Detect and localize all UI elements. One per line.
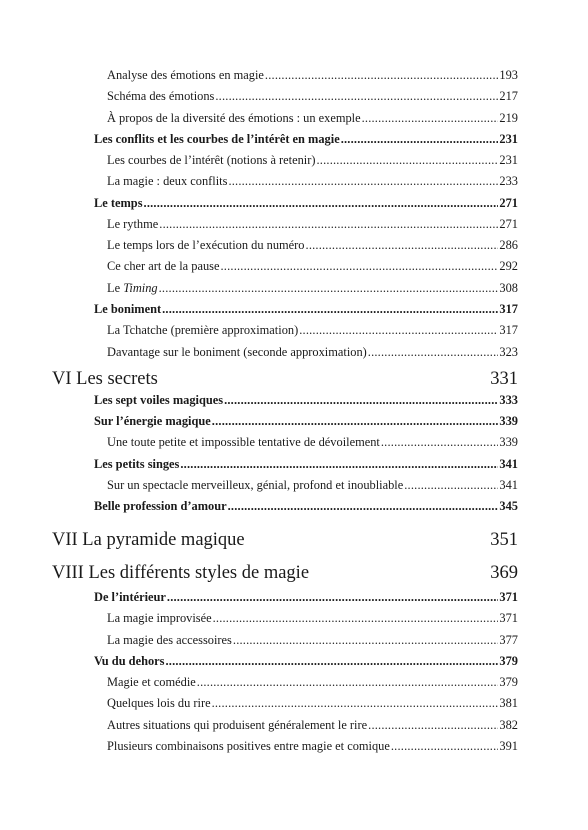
entry-title-text: Quelques lois du rire: [107, 696, 211, 711]
toc-subsection: [52, 211, 518, 232]
entry-page-number: 193: [499, 68, 518, 82]
toc-chapter: [52, 562, 518, 584]
entry-page-number: 341: [499, 477, 518, 492]
toc-section: [52, 493, 518, 514]
entry-title-text: Magie et comédie: [107, 675, 196, 690]
toc-subsection: [52, 472, 518, 493]
entry-title-text: De l’intérieur: [94, 590, 166, 605]
entry-title-text: Le temps: [94, 195, 143, 210]
entry-title-text: Une toute petite et impossible tentative de dévoilement: [107, 435, 380, 450]
toc-subsection: [52, 669, 518, 690]
entry-page-number: 323: [499, 344, 518, 359]
entry-page-number: 339: [499, 435, 518, 450]
toc-subsection: [52, 83, 518, 104]
entry-title-text: Les courbes de l’intérêt (notions à retenir): [107, 153, 316, 168]
entry-title-text: La magie improvisée: [107, 611, 212, 626]
entry-page-number: 371: [499, 590, 518, 605]
toc-subsection: [52, 627, 518, 648]
entry-page-number: 219: [499, 110, 518, 125]
dot-leader: [368, 339, 499, 365]
toc-section: [52, 126, 518, 147]
toc-subsection: [52, 232, 518, 253]
chapter-title: VI Les secrets: [52, 368, 158, 389]
chapter-title: VIII Les différents styles de magie: [52, 563, 310, 584]
dot-leader: [228, 493, 499, 519]
toc-subsection: [52, 733, 518, 754]
entry-title-text: Le temps lors de l’exécution du numéro: [107, 238, 305, 253]
toc-subsection: [52, 275, 518, 296]
toc-section: [52, 387, 518, 408]
toc-subsection: [52, 339, 518, 360]
table-of-contents: [52, 62, 518, 754]
entry-title-text: La Tchatche (première approximation): [107, 323, 299, 338]
chapter-title: VII La pyramide magique: [52, 530, 245, 551]
entry-title-text: Sur l’énergie magique: [94, 414, 211, 429]
toc-section: [52, 408, 518, 429]
toc-subsection: [52, 62, 518, 83]
entry-title-text: La magie des accessoires: [107, 632, 232, 647]
entry-page-number: 317: [499, 302, 518, 317]
entry-title-text: Les sept voiles magiques: [94, 392, 224, 407]
entry-page-number: 308: [499, 280, 518, 295]
entry-title-text: La magie : deux conflits: [107, 174, 228, 189]
entry-title-text: Davantage sur le boniment (seconde approximation): [107, 344, 367, 359]
toc-subsection: [52, 712, 518, 733]
entry-page-number: 217: [499, 89, 518, 104]
entry-title-text: Sur un spectacle merveilleux, génial, profond et inoubliable: [107, 477, 404, 492]
toc-section: [52, 190, 518, 211]
entry-page-number: 345: [499, 498, 518, 513]
toc-subsection: [52, 429, 518, 450]
entry-title-text: Vu du dehors: [94, 653, 165, 668]
entry-title-text: Ce cher art de la pause: [107, 259, 220, 274]
toc-section: [52, 451, 518, 472]
entry-title-text: Le boniment: [94, 302, 162, 317]
entry-title-italic: Timing: [123, 280, 158, 295]
entry-title-text: À propos de la diversité des émotions : un exemple: [107, 110, 361, 125]
toc-section: [52, 296, 518, 317]
dot-leader: [391, 733, 499, 759]
entry-page-number: 339: [499, 414, 518, 429]
chapter-page-number: 351: [490, 530, 518, 551]
entry-title-text: Schéma des émotions: [107, 89, 215, 104]
entry-title: [107, 733, 390, 759]
entry-page-number: 286: [499, 238, 518, 253]
entry-title-text: Analyse des émotions en magie: [107, 68, 264, 82]
entry-title-text: Les conflits et les courbes de l’intérêt en magie: [94, 131, 340, 146]
entry-title-text: Le rythme: [107, 216, 159, 231]
entry-page-number: 379: [499, 653, 518, 668]
entry-page-number: 371: [499, 611, 518, 626]
entry-page-number: 377: [499, 632, 518, 647]
chapter-page-number: 369: [490, 563, 518, 584]
entry-page-number: 381: [499, 696, 518, 711]
toc-subsection: [52, 168, 518, 189]
toc-chapter: [52, 365, 518, 387]
entry-page-number: 271: [499, 216, 518, 231]
toc-subsection: [52, 317, 518, 338]
entry-page-number: 271: [499, 195, 518, 210]
entry-title-text: Les petits singes: [94, 456, 180, 471]
entry-page-number: 379: [499, 675, 518, 690]
entry-title-text: Belle profession d’amour: [94, 498, 227, 513]
toc-subsection: [52, 253, 518, 274]
entry-title-text: Plusieurs combinaisons positives entre magie et comique: [107, 739, 390, 754]
entry-title-text: Le: [107, 280, 121, 295]
toc-subsection: [52, 147, 518, 168]
entry-title: [107, 339, 367, 365]
toc-subsection: [52, 690, 518, 711]
toc-section: [52, 584, 518, 605]
toc-subsection: [52, 105, 518, 126]
entry-page-number: 333: [499, 392, 518, 407]
entry-page-number: 233: [499, 174, 518, 189]
entry-title-text: Autres situations qui produisent généralement le rire: [107, 717, 368, 732]
toc-subsection: [52, 605, 518, 626]
toc-chapter: [52, 529, 518, 551]
entry-page-number: 391: [499, 739, 518, 754]
toc-section: [52, 648, 518, 669]
chapter-page-number: 331: [490, 368, 518, 389]
entry-page-number: 292: [499, 259, 518, 274]
entry-page-number: 382: [499, 717, 518, 732]
entry-title: [94, 493, 227, 519]
entry-page-number: 231: [499, 131, 518, 146]
entry-page-number: 231: [499, 153, 518, 168]
entry-page-number: 341: [499, 456, 518, 471]
entry-page-number: 317: [499, 323, 518, 338]
